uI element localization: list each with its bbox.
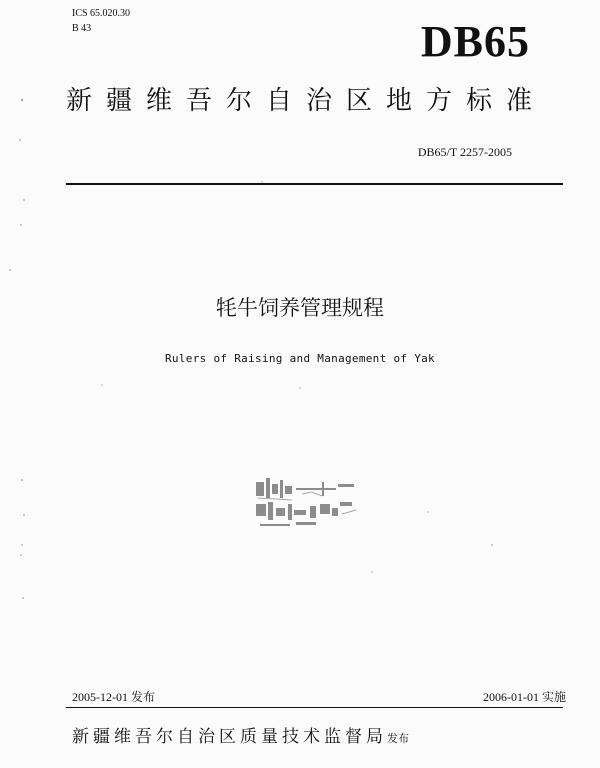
ics-code: ICS 65.020.30: [72, 8, 131, 19]
implementation-date: 2006-01-01 实施: [483, 690, 566, 704]
document-title-chinese: 牦牛饲养管理规程: [216, 296, 384, 320]
db65-logo: DB65: [420, 17, 530, 66]
standard-type-heading: 新疆维吾尔自治区地方标准: [66, 86, 547, 116]
issuer-suffix: 发布: [387, 732, 409, 745]
header-divider: [66, 183, 563, 185]
footer-divider: [66, 707, 563, 708]
standard-number: DB65/T 2257-2005: [417, 145, 512, 159]
faded-stamp-icon: [252, 474, 362, 534]
ccs-code: B 43: [72, 23, 92, 34]
release-date: 2005-12-01 发布: [72, 690, 155, 704]
issuing-authority: [72, 725, 580, 751]
issuer-name: 新疆维吾尔自治区质量技术监督局: [72, 727, 387, 747]
document-title-english: Rulers of Raising and Management of Yak: [165, 352, 435, 365]
